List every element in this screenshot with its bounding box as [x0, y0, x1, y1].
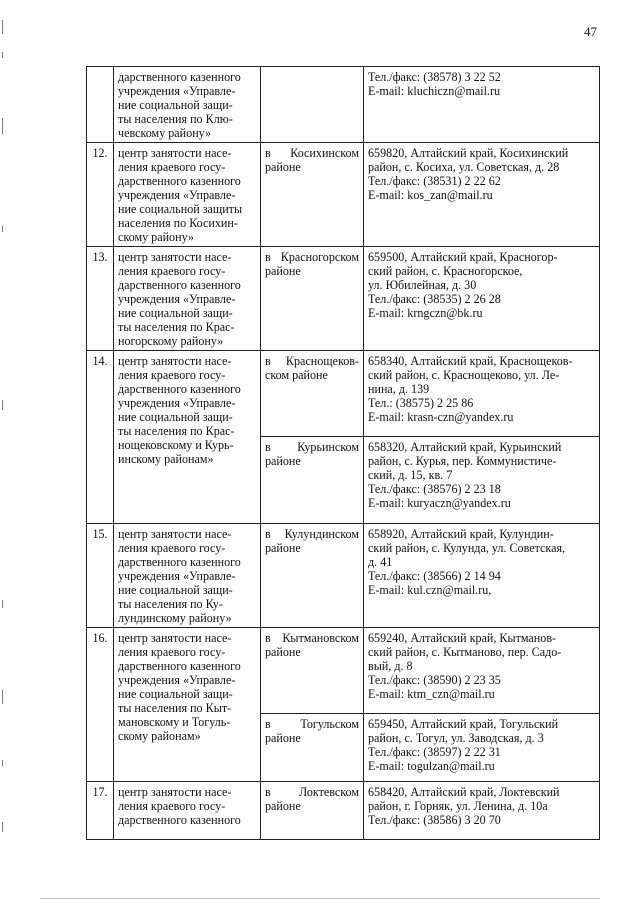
district-cell: в Локтевском районе — [261, 782, 364, 840]
page-bottom-edge — [40, 898, 600, 899]
address-contact-cell: 658340, Алтайский край, Краснощеков- ский район, с. Краснощеково, ул. Ле- нина, д. 139 Тел.: (38575) 2 25 86 E-mail: krasn-czn@yandex.ru — [364, 351, 600, 437]
row-number: 14. — [87, 351, 114, 524]
address-contact-cell: 659820, Алтайский край, Косихинский район, с. Косиха, ул. Советская, д. 28 Тел./факс: (38531) 2 22 62 E-mail: kos_zan@mail.ru — [364, 143, 600, 247]
address-contact-cell: 658320, Алтайский край, Курьинский район, с. Курья, пер. Коммунистиче- ский, д. 15, кв. 7 Тел./факс: (38576) 2 23 18 E-mail: kuryaczn@yandex.ru — [364, 437, 600, 524]
centers-table — [86, 66, 600, 840]
organization-cell: центр занятости насе- ления краевого госу- дарственного казенного учреждения «Управле- ние социальной защи- ты населения по Крас- ногорскому району» — [114, 247, 261, 351]
row-number: 13. — [87, 247, 114, 351]
page-number: 47 — [584, 24, 597, 39]
organization-cell: центр занятости насе- ления краевого госу- дарственного казенного учреждения «Управле- ние социальной защи- ты населения по Крас- нощековскому и Курь- инскому районам» — [114, 351, 261, 524]
district-cell — [261, 67, 364, 143]
district-cell: в Краснощеков- ском районе — [261, 351, 364, 437]
table-row — [87, 524, 600, 628]
organization-cell: центр занятости насе- ления краевого госу- дарственного казенного учреждения «Управле- ние социальной защи- ты населения по Ку- лундинскому району» — [114, 524, 261, 628]
organization-cell: центр занятости насе- ления краевого госу- дарственного казенного учреждения «Управле- ние социальной защиты населения по Косихин- скому району» — [114, 143, 261, 247]
address-contact-cell: 658920, Алтайский край, Кулундин- ский район, с. Кулунда, ул. Советская, д. 41 Тел./факс: (38566) 2 14 94 E-mail: kul.czn@mail.ru, — [364, 524, 600, 628]
address-contact-cell: 659240, Алтайский край, Кытманов- ский район, с. Кытманово, пер. Садо- вый, д. 8 Тел./факс: (38590) 2 23 35 E-mail: ktm_czn@mail.ru — [364, 628, 600, 714]
address-contact-cell: 659500, Алтайский край, Красногор- ский район, с. Красногорское, ул. Юбилейная, д. 30 Тел./факс: (38535) 2 26 28 E-mail: krngczn@bk.ru — [364, 247, 600, 351]
district-cell: в Кулундинском районе — [261, 524, 364, 628]
organization-cell: центр занятости насе- ления краевого госу- дарственного казенного учреждения «Управле- ние социальной защи- ты населения по Кыт- мановскому и Тогуль- скому районам» — [114, 628, 261, 782]
district-cell: в Косихинском районе — [261, 143, 364, 247]
district-cell: в Курьинском районе — [261, 437, 364, 524]
row-number: 17. — [87, 782, 114, 840]
district-cell: в Красногорском районе — [261, 247, 364, 351]
row-number: 15. — [87, 524, 114, 628]
organization-cell: дарственного казенного учреждения «Управле- ние социальной защи- ты населения по Клю- чевскому району» — [114, 67, 261, 143]
address-contact-cell: 659450, Алтайский край, Тогульский район, с. Тогул, ул. Заводская, д. 3 Тел./факс: (38597) 2 22 31 E-mail: togulzan@mail.ru — [364, 714, 600, 782]
table-row — [87, 247, 600, 351]
row-number — [87, 67, 114, 143]
district-cell: в Тогульском районе — [261, 714, 364, 782]
table-row — [87, 782, 600, 840]
address-contact-cell: Тел./факс: (38578) 3 22 52 E-mail: kluchiczn@mail.ru — [364, 67, 600, 143]
row-number: 16. — [87, 628, 114, 782]
address-contact-cell: 658420, Алтайский край, Локтевский район, г. Горняк, ул. Ленина, д. 10а Тел./факс: (38586) 3 20 70 — [364, 782, 600, 840]
scan-margin-marks — [0, 0, 6, 905]
organization-cell: центр занятости насе- ления краевого госу- дарственного казенного — [114, 782, 261, 840]
row-number: 12. — [87, 143, 114, 247]
table-row — [87, 628, 600, 714]
table-row — [87, 351, 600, 437]
district-cell: в Кытмановском районе — [261, 628, 364, 714]
table-row — [87, 67, 600, 143]
table-row — [87, 143, 600, 247]
